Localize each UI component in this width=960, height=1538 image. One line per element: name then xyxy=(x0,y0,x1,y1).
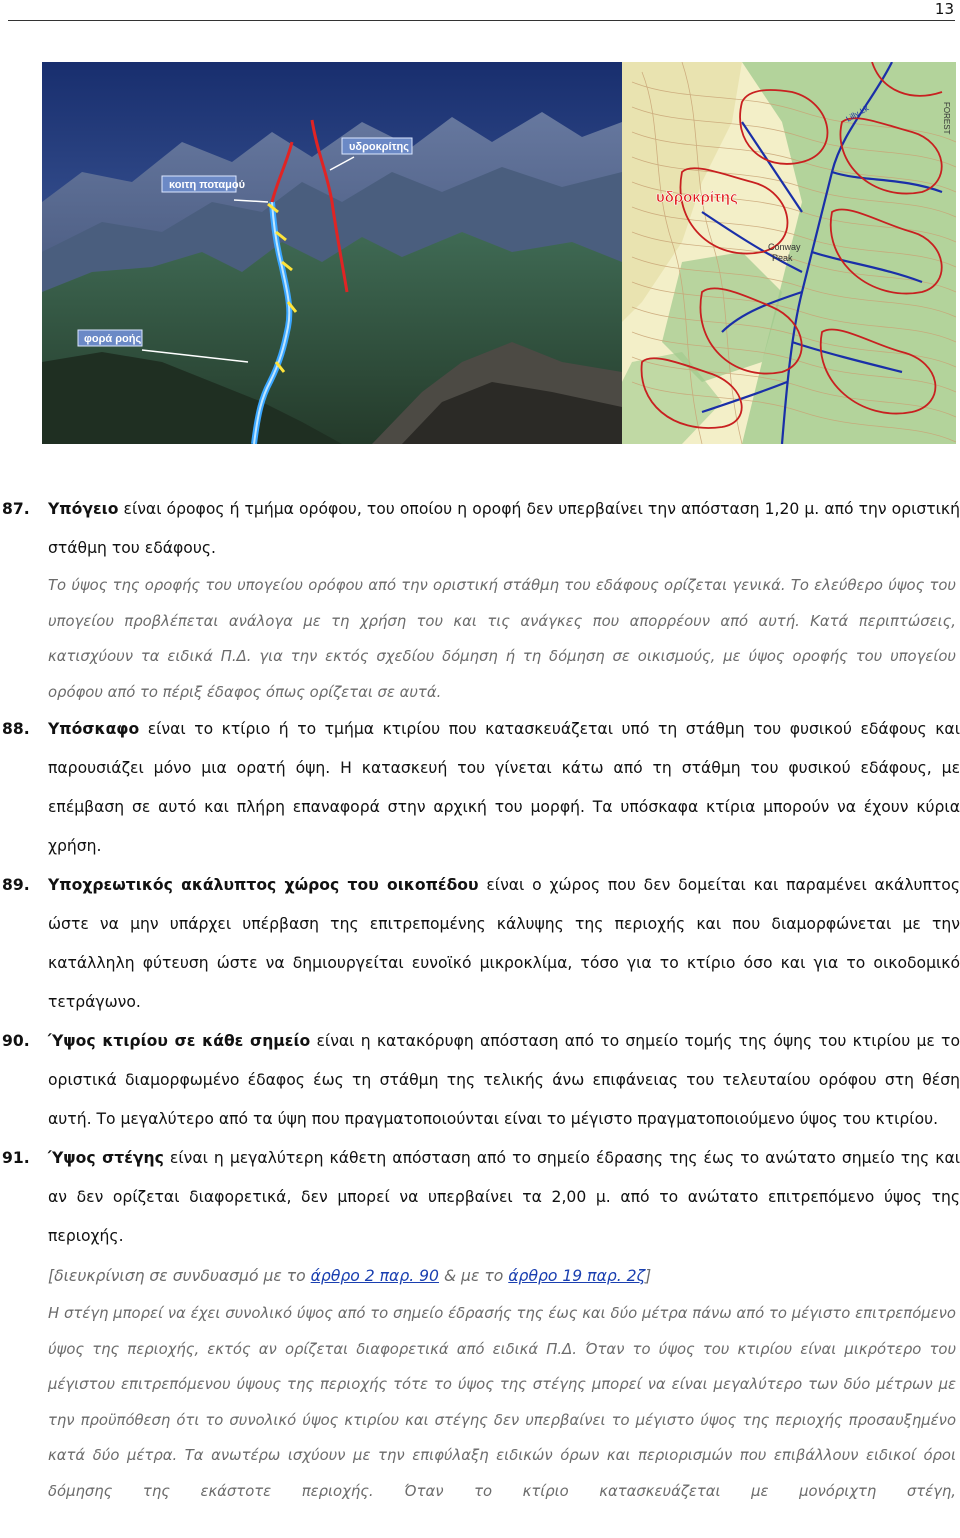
item-body: είναι ο χώρος που δεν δομείται και παραμένει ακάλυπτος ώστε να μην υπάρχει υπέρβαση της επιτρεπομένης κάλυψης της περιοχής και που διαμορφώνεται με την κατάλληλη φύτευση ώστε να δημιουργείται ευνοϊκό μικροκλίμα, τόσο για το κτίριο όσο και για το οικοδομικό τετράγωνο. xyxy=(48,876,960,1011)
item-91-reference xyxy=(0,1256,960,1296)
map-label-forest: FOREST xyxy=(942,102,951,135)
item-87 xyxy=(0,490,960,568)
map-label-conway: Conway xyxy=(768,242,801,252)
item-body: είναι η κατακόρυφη απόσταση από το σημείο τομής της όψης του κτιρίου με το οριστικά διαμορφωμένο έδαφος έως τη στάθμη της τελικής άνω επιφάνειας του τελευταίου ορόφου στη θέση αυτή. Το μεγαλύτερο από τα ύψη που πραγματοποιούνται είναι το μέγιστο πραγματοποιούμενο ύψος του κτιρίου. xyxy=(48,1032,960,1128)
item-88 xyxy=(0,710,960,866)
watershed-map-label: υδροκρίτης xyxy=(656,189,738,206)
item-89 xyxy=(0,866,960,1022)
item-term: Ύψος κτιρίου σε κάθε σημείο xyxy=(48,1032,311,1050)
item-number: 90. xyxy=(2,1032,30,1050)
item-91-note: Η στέγη μπορεί να έχει συνολικό ύψος από το σημείο έδρασής της έως και δύο μέτρα πάνω από το μέγιστο επιτρεπόμενο ύψος της περιοχής, εκτός αν ορίζεται διαφορετικά από ειδικά Π.Δ. Όταν το ύψος του κτιρίου είναι μικρότερο του μέγιστου επιτρεπόμενου ύψους της περιοχής τότε το ύψος της στέγης μπορεί να είναι μεγαλύτερο των δύο μέτρων με την προϋπόθεση ότι το συνολικό ύψος κτιρίου και στέγης δεν υπερβαίνει το μέγιστο ύψος της περιοχής προσαυξημένο κατά δύο μέτρα. Τα ανωτέρω ισχύουν με την επιφύλαξη ειδικών όρων και περιορισμών που επιβάλλουν ειδικοί όροι δόμησης της εκάστοτε περιοχής. Όταν το κτίριο κατασκευάζεται με μονόριχτη στέγη, xyxy=(48,1305,956,1500)
figure-illustration xyxy=(42,62,956,444)
item-term: Υποχρεωτικός ακάλυπτος χώρος του οικοπέδου xyxy=(48,876,479,894)
item-number: 89. xyxy=(2,876,30,894)
item-body: είναι το κτίριο ή το τμήμα κτιρίου που κατασκευάζεται υπό τη στάθμη του φυσικού εδάφους και παρουσιάζει μόνο μια ορατή όψη. Η κατασκευή του γίνεται κάτω από τη στάθμη του φυσικού εδάφους, με επέμβαση σε αυτό και πλήρη επαναφορά στην αρχική του μορφή. Τα υπόσκαφα κτίρια μπορούν να έχουν κύρια χρήση. xyxy=(48,720,960,855)
ref-suffix: ] xyxy=(645,1267,652,1285)
ref-prefix: [διευκρίνιση σε συνδυασμό με το xyxy=(48,1267,311,1285)
watershed-photo-label: υδροκρίτης xyxy=(349,141,409,153)
item-term: Ύψος στέγης xyxy=(48,1149,164,1167)
header-rule xyxy=(8,20,955,21)
ref-mid: & με το xyxy=(438,1267,509,1285)
map-label-lake: Lilly Lk xyxy=(844,103,871,124)
item-90 xyxy=(0,1022,960,1139)
definitions-text xyxy=(0,490,960,1509)
item-body: είναι η μεγαλύτερη κάθετη απόσταση από το σημείο έδρασης της έως το ανώτατο σημείο της και αν δεν ορίζεται διαφορετικά, δεν μπορεί να υπερβαίνει τα 2,00 μ. από το ανώτατο επιτρεπόμενο ύψος της περιοχής. xyxy=(48,1149,960,1245)
page-number: 13 xyxy=(934,0,954,18)
item-number: 91. xyxy=(2,1149,30,1167)
item-91 xyxy=(0,1139,960,1256)
item-term: Υπόγειο xyxy=(48,500,119,518)
contour-map xyxy=(622,62,956,444)
item-87-note: Το ύψος της οροφής του υπογείου ορόφου από την οριστική στάθμη του εδάφους ορίζεται γενικά. Το ελεύθερο ύψος του υπογείου προβλέπεται ανάλογα με τη χρήση του και τις ανάγκες που απορρέουν από αυτή. Κατά περιπτώσεις, κατισχύουν τα ειδικά Π.Δ. για την εκτός σχεδίου δόμηση ή τη δόμηση σε οικισμούς, με ύψος οροφής του υπογείου ορόφου από το πέριξ έδαφος όπως ορίζεται σε αυτά. xyxy=(48,577,956,701)
article-19-link[interactable]: άρθρο 19 παρ. 2ζ xyxy=(508,1267,646,1285)
flow-direction-label: φορά ροής xyxy=(84,333,142,345)
item-number: 87. xyxy=(2,500,30,518)
item-term: Υπόσκαφο xyxy=(48,720,140,738)
valley-photo xyxy=(42,62,622,444)
article-2-link[interactable]: άρθρο 2 παρ. 90 xyxy=(310,1267,439,1285)
item-number: 88. xyxy=(2,720,30,738)
map-label-peak: Peak xyxy=(772,253,793,263)
item-body: είναι όροφος ή τμήμα ορόφου, του οποίου η οροφή δεν υπερβαίνει την απόσταση 1,20 μ. από την οριστική στάθμη του εδάφους. xyxy=(48,500,960,557)
riverbed-label: κοιτη ποταμού xyxy=(169,179,245,191)
watershed-figure xyxy=(42,62,956,444)
